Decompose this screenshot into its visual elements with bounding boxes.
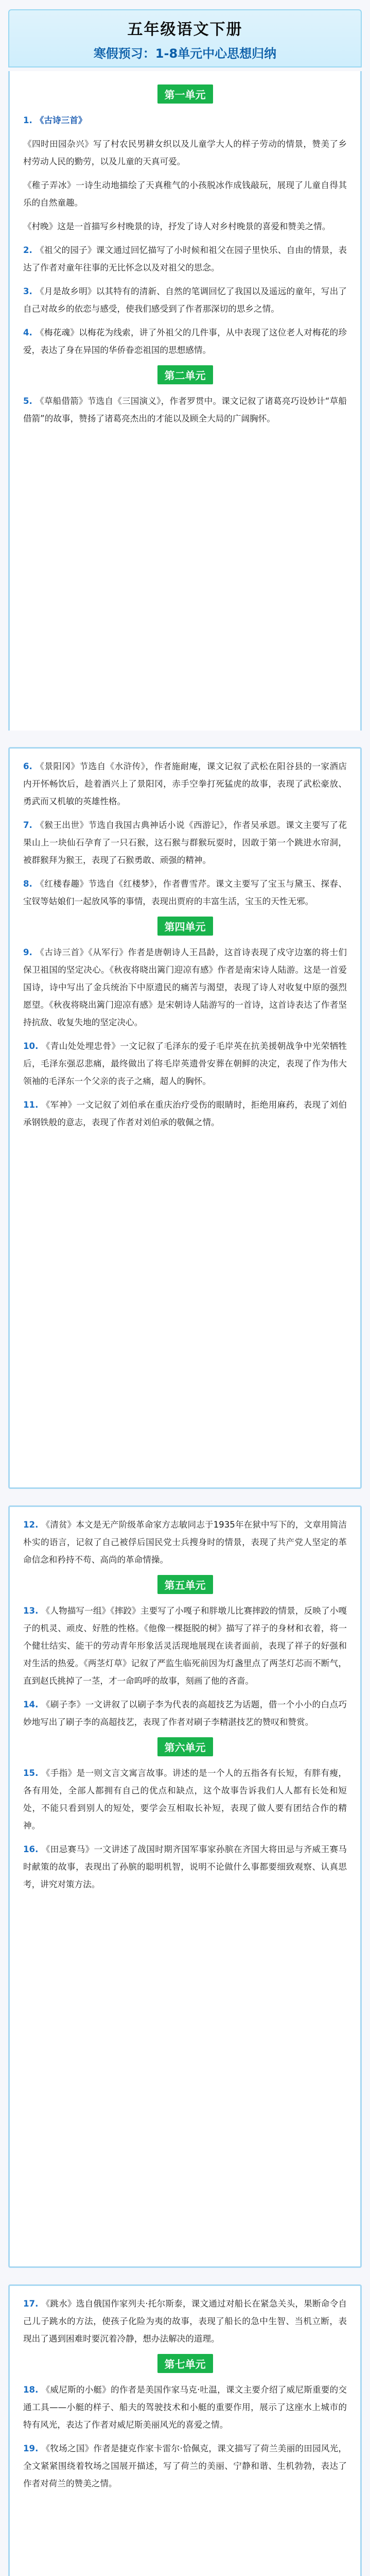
list-item: 11. 《军神》一文记叙了刘伯承在重庆治疗受伤的眼睛时，拒绝用麻药，表现了刘伯承钢铁般的意志，表现了作者对刘伯承的敬佩之情。 [23, 1100, 347, 1127]
card-2 [8, 747, 362, 1489]
list-item: 6. 《景阳冈》节选自《水浒传》，作者施耐庵，课文记叙了武松在阳谷县的一家酒店内开怀畅饮后，趁着酒兴上了景阳冈，赤手空拳打死猛虎的故事，表现了武松豪放、勇武而又机敏的英雄性格。 [23, 761, 347, 806]
page-title: 五年级语文下册 [127, 21, 243, 39]
card-1 [8, 71, 362, 731]
page [0, 9, 370, 2576]
unit-banner-2: 第二单元 [23, 365, 347, 384]
list-item: 《村晚》这是一首描写乡村晚景的诗，抒发了诗人对乡村晚景的喜爱和赞美之情。 [23, 222, 331, 231]
list-item: 10. 《青山处处埋忠骨》一文记叙了毛泽东的爱子毛岸英在抗美援朝战争中光荣牺牲后，毛泽东强忍悲痛，最终做出了将毛岸英遗骨安葬在朝鲜的决定，表现了作为伟大领袖的毛泽东一个父亲的丧子之痛，超人的胸怀。 [23, 1041, 347, 1086]
list-item: 12. 《清贫》本文是无产阶级革命家方志敏同志于1935年在狱中写下的，文章用简洁朴实的语言，记叙了自己被俘后国民党士兵搜身时的情景，表现了共产党人坚定的革命信念和矜持不苟、高尚的革命情操。 [23, 1520, 347, 1565]
list-item: 18. 《威尼斯的小艇》的作者是美国作家马克·吐温，课文主要介绍了威尼斯重要的交通工具——小艇的样子、船夫的驾驶技术和小艇的重要作用，展示了这座水上城市的特有风光，表达了作者对威尼斯美丽风光的喜爱之情。 [23, 2385, 347, 2430]
list-item: 17. 《跳水》选自俄国作家列夫·托尔斯泰，课文通过对船长在紧急关头，果断命令自己儿子跳水的方法，使孩子化险为夷的故事，表现了船长的急中生智、当机立断，表现出了遇到困难时要沉着冷静，想办法解决的道理。 [23, 2299, 347, 2344]
separator [0, 731, 370, 747]
list-item: 9. 《古诗三首》《从军行》作者是唐朝诗人王昌龄，这首诗表现了戍守边塞的将士们保卫祖国的坚定决心。《秋夜将晓出篱门迎凉有感》作者是南宋诗人陆游。这是一首爱国诗，诗中写出了金兵统治下中原遗民的痛苦与渴望，表现了诗人对收复中原的强烈愿望。《秋夜将晓出篱门迎凉有感》是宋朝诗人陆游写的一首诗，这首诗表达了作者坚持抗敌、收复失地的坚定决心。 [23, 947, 347, 1027]
separator [0, 2268, 370, 2284]
list-item: 4. 《梅花魂》以梅花为线索，讲了外祖父的几件事，从中表现了这位老人对梅花的珍爱，表达了身在异国的华侨眷恋祖国的思想感情。 [23, 328, 347, 355]
page-subtitle: 寒假预习：1-8单元中心思想归纳 [93, 46, 277, 61]
card-4 [8, 2284, 362, 2576]
list-item: 1. 《古诗三首》 [23, 115, 87, 125]
list-item: 14. 《刷子李》一文讲叙了以刷子李为代表的高超技艺为话题，借一个小小的白点巧妙地写出了刷子李的高超技艺，表现了作者对刷子李精湛技艺的赞叹和赞赏。 [23, 1700, 347, 1727]
list-item: 《稚子弄冰》一诗生动地描绘了天真稚气的小孩脱冰作成钱敲玩，展现了儿童自得其乐的自然童趣。 [23, 180, 347, 208]
list-item: 19. 《牧场之国》作者是捷克作家卡雷尔·恰佩克，课文描写了荷兰美丽的田园风光，全文紧紧围绕着牧场之国展开描述，写了荷兰的美丽、宁静和谐、生机勃勃，表达了作者对荷兰的赞美之情。 [23, 2444, 347, 2488]
header-banner [8, 9, 362, 67]
list-item: 13. 《人物描写一组》《摔跤》主要写了小嘎子和胖墩儿比赛摔跤的情景，反映了小嘎子的机灵、顽皮、好胜的性格。《他像一棵挺脱的树》描写了祥子的身材和衣着，将一个健壮结实、能干的劳动青年形象活灵活现地展现在读者面前，表现了祥子的好强和对生活的热爱。《两茎灯草》记叙了严监生临死前因为灯盏里点了两茎灯芯而不断气，直到赵氏挑掉了一茎，才一命呜呼的故事，刻画了他的吝啬。 [23, 1606, 347, 1686]
unit-banner-6: 第六单元 [23, 1737, 347, 1756]
unit-banner-5: 第五单元 [23, 1575, 347, 1594]
list-item: 《四时田园杂兴》写了村农民男耕女织以及儿童学大人的样子劳动的情景，赞美了乡村劳动人民的勤劳，以及儿童的天真可爱。 [23, 139, 347, 166]
separator [0, 1489, 370, 1505]
list-item: 8. 《红楼春趣》节选自《红楼梦》，作者曹雪芹。课文主要写了宝玉与黛玉、探春、宝钗等姑娘们一起放风筝的事情，表现出贾府的丰富生活，宝玉的天性无邪。 [23, 879, 347, 906]
list-item: 2. 《祖父的园子》课文通过回忆描写了小时候和祖父在园子里快乐、自由的情景，表达了作者对童年往事的无比怀念以及对祖父的思念。 [23, 245, 347, 273]
card-3 [8, 1505, 362, 2268]
list-item: 7. 《猴王出世》节选自我国古典神话小说《西游记》，作者吴承恩。课文主要写了花果山上一块仙石孕育了一只石猴，这石猴与群猴玩耍时，因敢于第一个跳进水帘洞，被群猴拜为猴王，表现了石猴勇敢、顽强的精神。 [23, 820, 347, 865]
list-item: 16. 《田忌赛马》一文讲述了战国时期齐国军事家孙膑在齐国大将田忌与齐威王赛马时献策的故事，表现出了孙膑的聪明机智，说明不论做什么事都要细致观察、认真思考，讲究对策方法。 [23, 1844, 347, 1889]
list-item: 15. 《手指》是一则文言文寓言故事。讲述的是一个人的五指各有长短，有胖有瘦，各有用处，全部人都拥有自己的优点和缺点，这个故事告诉我们人人都有长处和短处，不能只看到别人的短处，要学会互相取长补短，表现了做人要有团结合作的精神。 [23, 1768, 347, 1831]
list-item: 5. 《草船借箭》节选自《三国演义》，作者罗贯中。课文记叙了诸葛亮巧设妙计“草船借箭”的故事，赞扬了诸葛亮杰出的才能以及顾全大局的广阔胸怀。 [23, 396, 347, 423]
list-item: 3. 《月是故乡明》以其特有的清新、自然的笔调回忆了我国以及遥远的童年，写出了自己对故乡的依恋与感受，使我们感受到了作者那深切的思乡之情。 [23, 286, 347, 314]
unit-banner-7: 第七单元 [23, 2354, 347, 2373]
unit-banner-4: 第四单元 [23, 917, 347, 936]
unit-banner-1: 第一单元 [23, 84, 347, 104]
